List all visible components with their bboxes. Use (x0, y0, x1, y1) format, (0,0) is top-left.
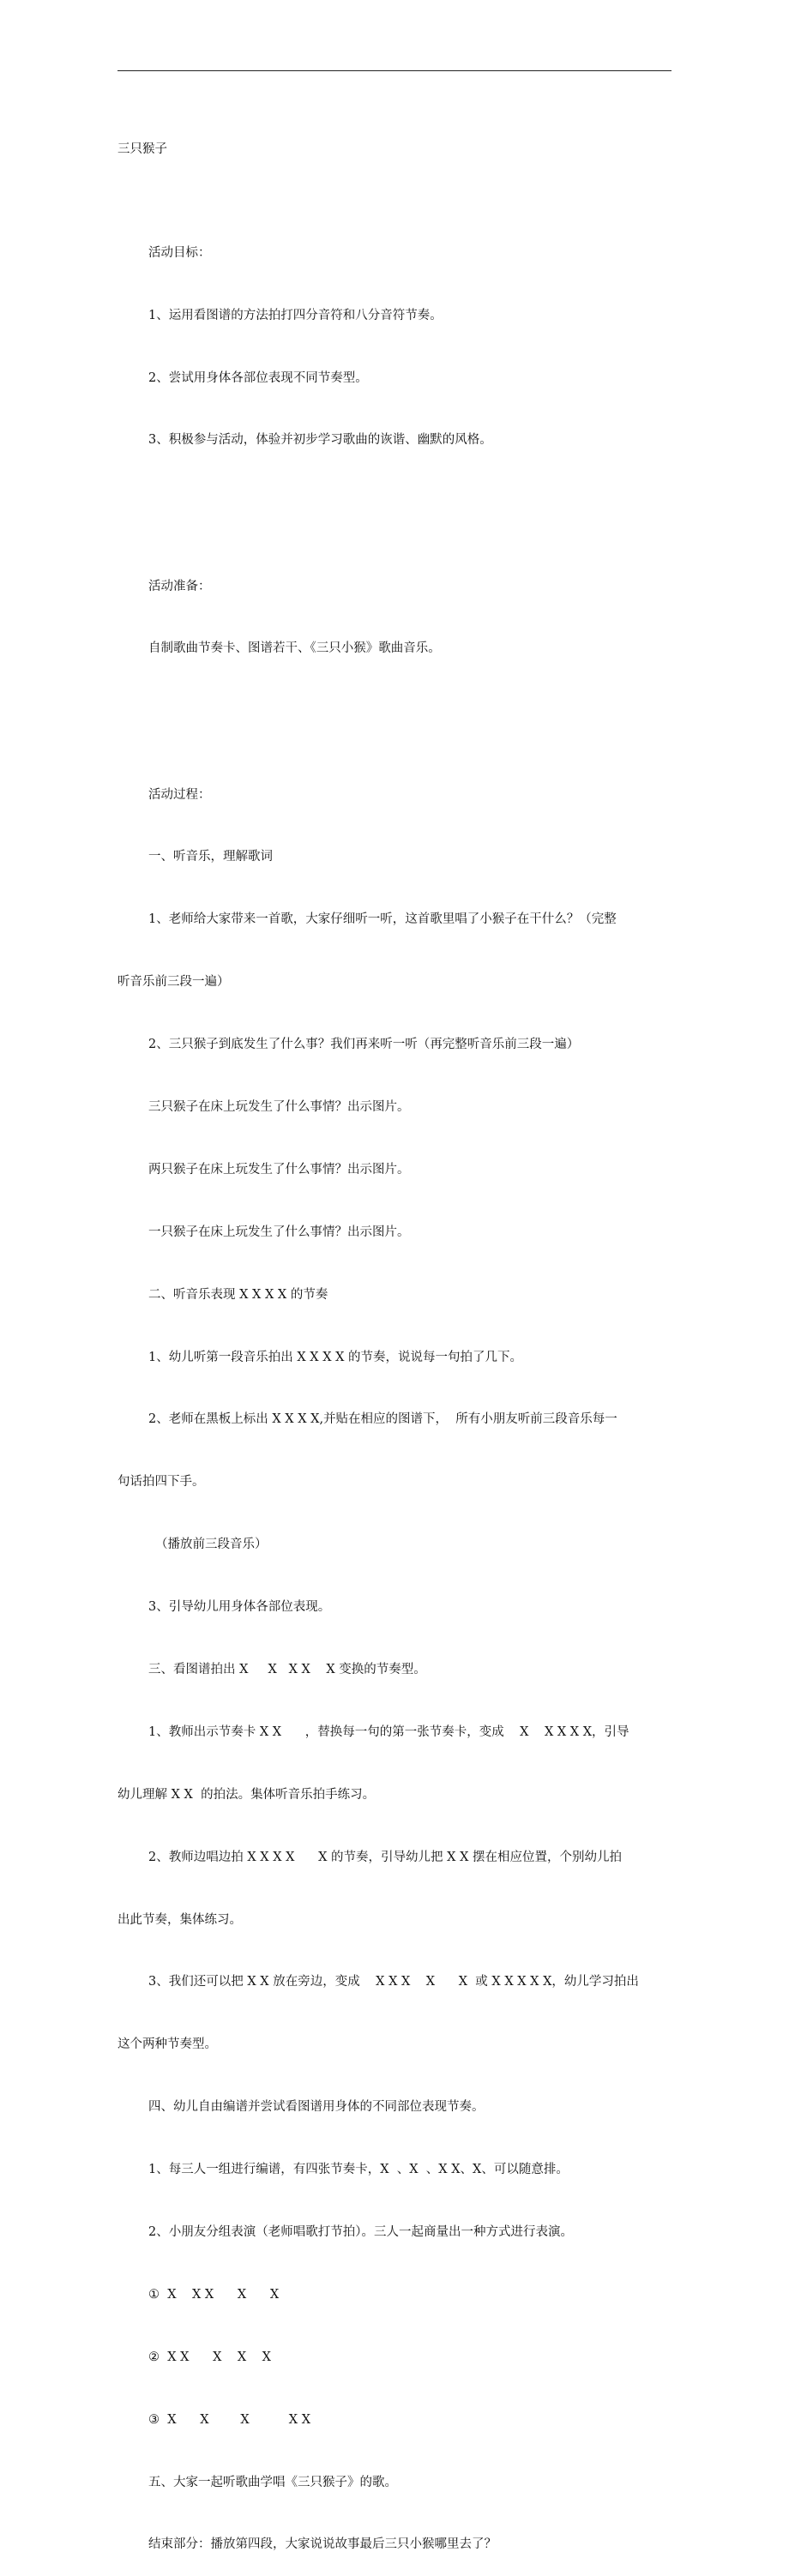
process-line: 3、我们还可以把 X X 放在旁边，变成 X X X X X 或 X X X X X，幼儿学习拍出 (148, 1975, 639, 1989)
process-line: 2、老师在黑板上标出 X X X X,并贴在相应的图谱下， 所有小朋友听前三段音乐每一 (148, 1412, 617, 1427)
process-line: 三只猴子在床上玩发生了什么事情？出示图片。 (148, 1099, 410, 1114)
closing-line: 结束部分：播放第四段，大家说说故事最后三只小猴哪里去了？ (148, 2537, 497, 2552)
process-line: 2、教师边唱边拍 X X X X X 的节奏，引导幼儿把 X X 摆在相应位置，个别幼儿拍 (148, 1850, 623, 1864)
process-heading: 活动过程： (148, 787, 211, 802)
process-line: 这个两种节奏型。 (117, 2037, 217, 2052)
goal-item: 1、运用看图谱的方法拍打四分音符和八分音符节奏。 (148, 308, 443, 322)
process-line: 1、老师给大家带来一首歌，大家仔细听一听，这首歌里唱了小猴子在干什么？（完整 (148, 912, 617, 927)
process-line: 2、小朋友分组表演（老师唱歌打节拍）。三人一起商量出一种方式进行表演。 (148, 2224, 573, 2239)
header-rule (117, 70, 672, 71)
rhythm-pattern: ② X X X X X (148, 2350, 271, 2364)
doc-title: 三只猴子 (117, 141, 167, 156)
goal-item: 3、积极参与活动，体验并初步学习歌曲的诙谐、幽默的风格。 (148, 433, 492, 448)
process-line: 四、幼儿自由编谱并尝试看图谱用身体的不同部位表现节奏。 (148, 2100, 485, 2115)
process-line: 2、三只猴子到底发生了什么事？我们再来听一听（再完整听音乐前三段一遍） (148, 1038, 580, 1052)
process-line: 一只猴子在床上玩发生了什么事情？出示图片。 (148, 1225, 410, 1239)
process-line: 五、大家一起听歌曲学唱《三只猴子》的歌。 (148, 2475, 397, 2489)
prep-text: 自制歌曲节奏卡、图谱若干、《三只小猴》歌曲音乐。 (148, 641, 441, 656)
process-line: 幼儿理解 X X 的拍法。集体听音乐拍手练习。 (117, 1787, 376, 1802)
goal-heading: 活动目标： (148, 245, 211, 260)
process-line: 1、幼儿听第一段音乐拍出 X X X X 的节奏，说说每一句拍了几下。 (148, 1350, 523, 1364)
document-body (117, 97, 675, 2576)
rhythm-pattern: ③ X X X X X (148, 2412, 311, 2427)
process-line: （播放前三段音乐） (155, 1538, 268, 1552)
process-line: 听音乐前三段一遍） (117, 975, 230, 990)
process-line: 3、引导幼儿用身体各部位表现。 (148, 1600, 331, 1615)
process-line: 两只猴子在床上玩发生了什么事情？出示图片。 (148, 1162, 410, 1177)
process-line: 1、每三人一组进行编谱，有四张节奏卡，X 、X 、X X、X、可以随意排。 (148, 2163, 569, 2177)
process-line: 一、听音乐，理解歌词 (148, 850, 273, 864)
rhythm-pattern: ① X X X X X (148, 2287, 280, 2302)
process-line: 三、看图谱拍出 X X X X X 变换的节奏型。 (148, 1662, 426, 1676)
process-line: 出此节奏，集体练习。 (117, 1912, 242, 1927)
process-line: 二、听音乐表现 X X X X 的节奏 (148, 1287, 328, 1302)
goal-item: 2、尝试用身体各部位表现不同节奏型。 (148, 370, 368, 385)
process-line: 句话拍四下手。 (117, 1475, 205, 1490)
prep-heading: 活动准备： (148, 579, 211, 593)
process-line: 1、教师出示节奏卡 X X ，替换每一句的第一张节奏卡，变成 X X X X X，引导 (148, 1724, 629, 1739)
